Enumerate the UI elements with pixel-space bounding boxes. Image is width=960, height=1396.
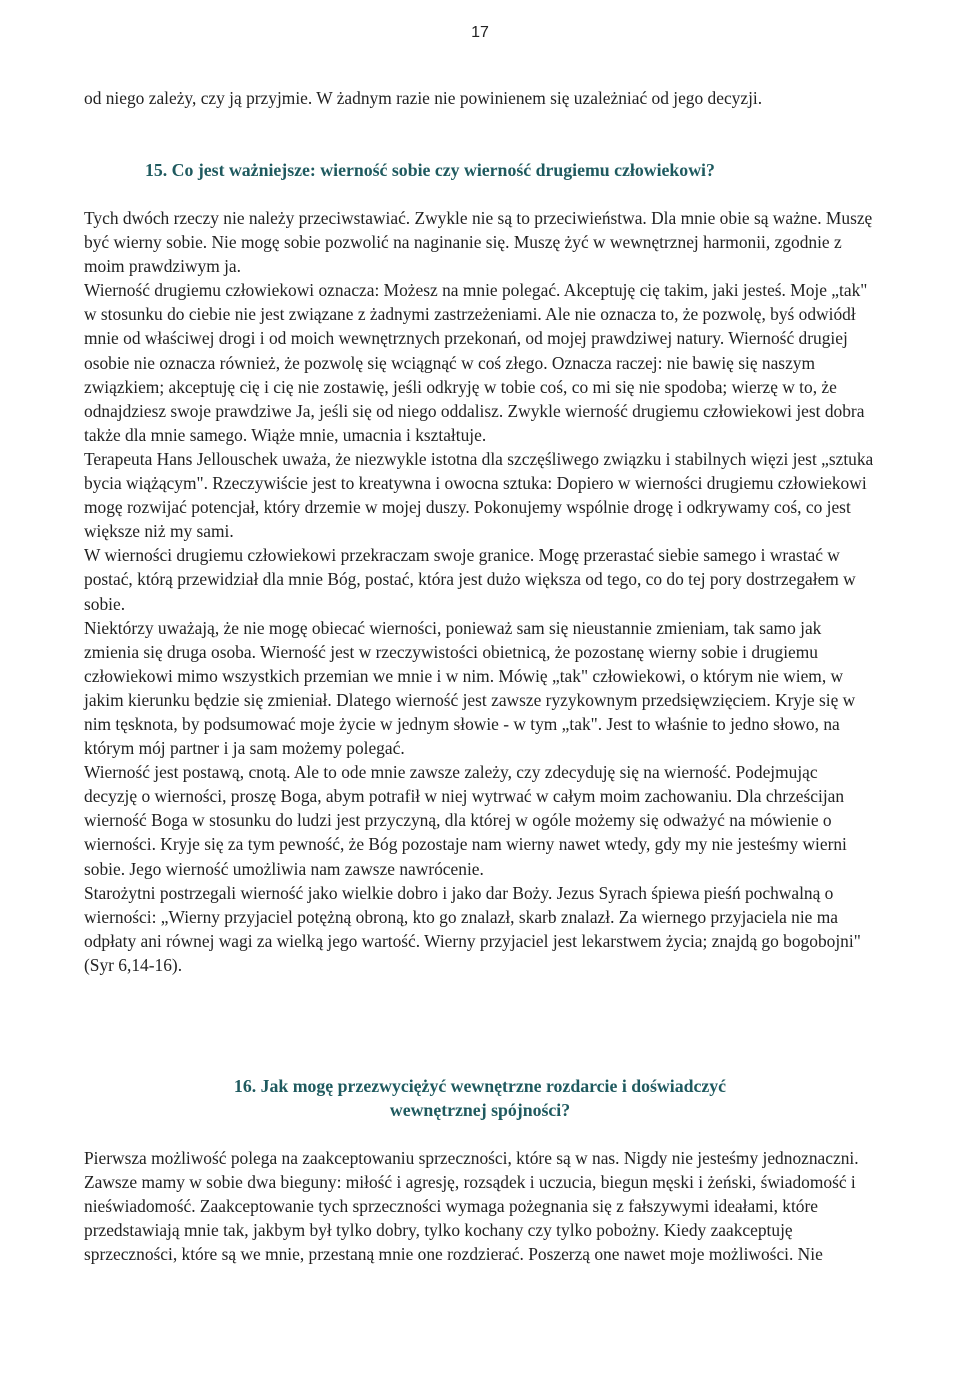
paragraph: Wierność drugiemu człowiekowi oznacza: Możesz na mnie polegać. Akceptuję cię takim, jaki jesteś. Moje „tak" w stosunku do ciebie nie jest związane z żadnymi zastrzeżeniami. Ale nie oznacza to, że pozwolę, byś odwiódł mnie od właściwej drogi i od moich wewnętrznych przekonań, od mojej prawdziwej natury. Wierność drugiej osobie nie oznacza również, że pozwolę się wciągnąć w coś złego. Oznacza raczej: nie bawię się naszym związkiem; akceptuję cię i cię nie zostawię, jeśli odkryję w tobie coś, co mi się nie spodoba; wierzę w to, że odnajdziesz swoje prawdziwe Ja, jeśli się od niego oddalisz. Zwykle wierność drugiemu człowiekowi jest dobra także dla mnie samego. Wiąże mnie, umacnia i kształtuje.	[84, 280, 868, 445]
paragraph: Pierwsza możliwość polega na zaakceptowaniu sprzeczności, które są w nas. Nigdy nie jesteśmy jednoznaczni. Zawsze mamy w sobie dwa bieguny: miłość i agresję, rozsądek i uczucia, biegun męski i żeński, świadomość i nieświadomość. Zaakceptowanie tych sprzeczności wymaga pożegnania się z fałszywymi ideałami, które przedstawiają mnie tak, jakbym był tylko dobry, tylko kochany czy tylko pobożny. Kiedy zaakceptuję sprzeczności, które są we mnie, przestaną mnie one rozdzierać. Poszerzą one nawet moje możliwości. Nie	[84, 1148, 859, 1265]
paragraph: Wierność jest postawą, cnotą. Ale to ode mnie zawsze zależy, czy zdecyduję się na wierność. Podejmując decyzję o wierności, proszę Boga, abym potrafił w niej wytrwać w całym moim zachowaniu. Dla chrześcijan wierność Boga w stosunku do ludzi jest przyczyną, dla której w ogóle możemy się odważyć na mówienie o wierności. Kryje się za tym pewność, że Bóg pozostaje nam wierny nawet wtedy, gdy my nie jesteśmy wierni sobie. Jego wierność umożliwia nam zawsze nawrócenie.	[84, 762, 847, 879]
paragraph: Niektórzy uważają, że nie mogę obiecać wierności, ponieważ sam się nieustannie zmieniam, tak samo jak zmienia się druga osoba. Wierność jest w rzeczywistości obietnicą, że pozostanę wierny sobie i drugiemu człowiekowi mimo wszystkich przemian we mnie i w nim. Mówię „tak" człowiekowi, o którym nie wiem, w jakim kierunku będzie się zmieniał. Dlatego wierność jest zawsze ryzykownym przedsięwzięciem. Kryje się w nim tęsknota, by podsumować moje życie w jednym słowie - w tym „tak". Jest to właśnie to jedno słowo, na którym mój partner i ja sam możemy polegać.	[84, 617, 856, 759]
paragraph: W wierności drugiemu człowiekowi przekraczam swoje granice. Mogę przerastać siebie samego i wrastać w postać, którą przewidział dla mnie Bóg, postać, która jest dużo większa od tego, co do tej pory dostrzegałem w sobie.	[84, 545, 856, 614]
section-15-heading: 15. Co jest ważniejsze: wierność sobie czy wierność drugiemu człowiekowi?	[145, 160, 715, 180]
intro-paragraph: od niego zależy, czy ją przyjmie. W żadnym razie nie powinienem się uzależniać od jego decyzji.	[84, 88, 763, 108]
section-15-body	[84, 206, 874, 977]
section-16-heading-line-1: 16. Jak mogę przezwyciężyć wewnętrzne rozdarcie i doświadczyć	[233, 1076, 727, 1096]
paragraph: Tych dwóch rzeczy nie należy przeciwstawiać. Zwykle nie są to przeciwieństwa. Dla mnie obie są ważne. Muszę być wierny sobie. Nie mogę sobie pozwolić na naginanie się. Muszę żyć w wewnętrznej harmonii, zgodnie z moim prawdziwym ja.	[84, 208, 873, 277]
page-number: 17	[471, 24, 489, 41]
section-16-heading-line-2: wewnętrznej spójności?	[389, 1100, 571, 1120]
intro-paragraph-block	[84, 86, 874, 110]
section-16-body	[84, 1146, 874, 1266]
section-16-heading	[120, 1074, 840, 1122]
paragraph: Starożytni postrzegali wierność jako wielkie dobro i jako dar Boży. Jezus Syrach śpiewa pieśń pochwalną o wierności: „Wierny przyjaciel potężną obroną, kto go znalazł, skarb znalazł. Za wiernego przyjaciela nie ma odpłaty ani równej wagi za wielką jego wartość. Wierny przyjaciel jest lekarstwem życia; znajdą go bogobojni" (Syr 6,14-16).	[84, 882, 861, 975]
paragraph: Terapeuta Hans Jellouschek uważa, że niezwykle istotna dla szczęśliwego związku i stabilnych więzi jest „sztuka bycia wiążącym". Rzeczywiście jest to kreatywna i owocna sztuka: Dopiero w wierności drugiemu człowiekowi mogę rozwijać potencjał, który drzemie w mojej duszy. Pokonujemy wspólnie drogę i odkrywamy coś, co jest większe niż my sami.	[84, 448, 874, 542]
